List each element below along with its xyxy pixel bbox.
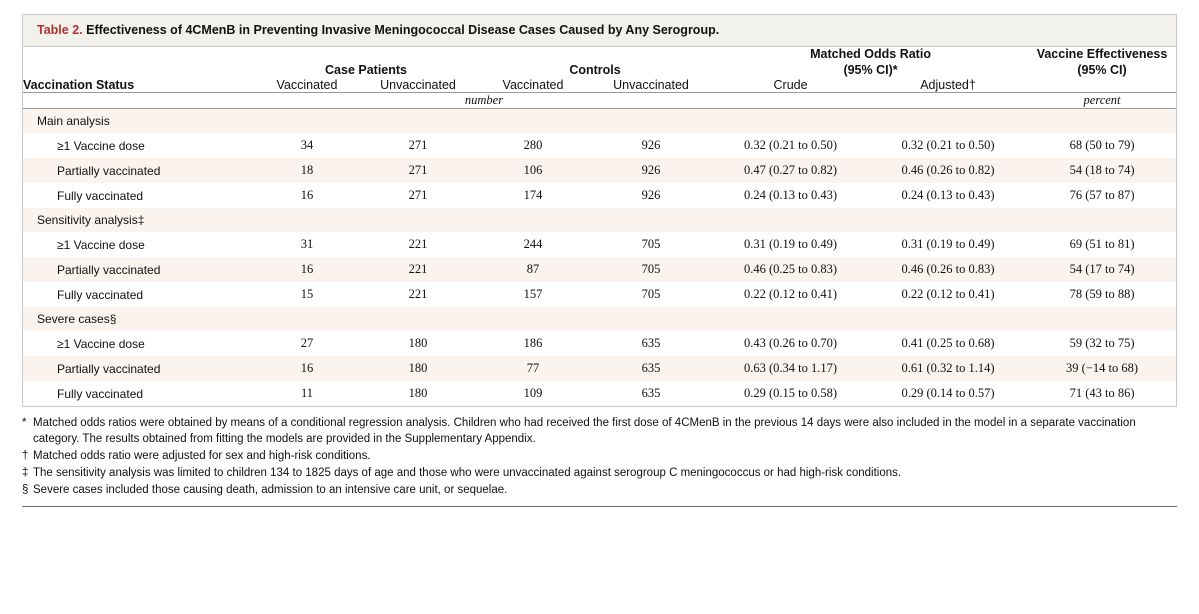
table-cell — [1028, 307, 1176, 331]
table-cell: 0.32 (0.21 to 0.50) — [744, 138, 838, 153]
table-cell: 635 — [589, 356, 713, 381]
table-cell: 18 — [255, 158, 359, 183]
table-cell: 54 (18 to 74) — [1028, 158, 1176, 183]
table-cell: 271 — [359, 158, 477, 183]
header-matched-odds-ratio-line1: Matched Odds Ratio — [810, 47, 931, 61]
table-cell: 15 — [300, 287, 314, 302]
table-cell: 77 — [477, 356, 589, 381]
header-control-unvaccinated: Unvaccinated — [613, 78, 689, 93]
table-cell: 0.46 (0.26 to 0.82) — [868, 158, 1028, 183]
table-cell — [255, 208, 359, 232]
table-cell: 0.32 (0.21 to 0.50) — [901, 138, 995, 153]
header-matched-odds-ratio-line2: (95% CI)* — [843, 62, 898, 77]
table-cell — [477, 208, 589, 232]
table-cell: 78 (59 to 88) — [1069, 287, 1135, 302]
table-row — [23, 158, 1176, 183]
table-section-row — [23, 109, 1176, 134]
units-blank-adjusted — [868, 93, 1028, 109]
footnote-text: Matched odds ratios were obtained by means of a conditional regression analysis. Children who had received the first dose of 4CMenB in the previous 14 days were also included in the model in a separate vaccination category. The results obtained from fitting the models are provided in the Supplementary Appendix. — [33, 417, 1136, 446]
row-label: Fully vaccinated — [57, 288, 144, 303]
footnote-text: Severe cases included those causing death, admission to an intensive care unit, or sequelae. — [33, 483, 508, 496]
footnote-symbol: † — [22, 449, 29, 462]
table-cell: 0.29 (0.14 to 0.57) — [901, 386, 995, 401]
table-row — [23, 232, 1176, 257]
table-cell: 0.41 (0.25 to 0.68) — [901, 336, 995, 351]
table-cell: 69 (51 to 81) — [1069, 237, 1135, 252]
table-cell: 635 — [641, 336, 661, 351]
table-cell: 16 — [255, 257, 359, 282]
table-cell — [477, 109, 589, 134]
table-cell: 0.46 (0.26 to 0.83) — [868, 257, 1028, 282]
table-cell: 54 (17 to 74) — [1028, 257, 1176, 282]
table-cell: 11 — [300, 386, 314, 401]
table-section-row — [23, 307, 1176, 331]
table-cell: 244 — [523, 237, 543, 252]
table-cell: 39 (−14 to 68) — [1028, 356, 1176, 381]
table-row — [23, 133, 1176, 158]
table-cell: 186 — [523, 336, 543, 351]
footnote-symbol: § — [22, 483, 29, 496]
table-cell — [359, 307, 477, 331]
table-cell: 221 — [408, 287, 428, 302]
table-number: Table 2. — [37, 23, 83, 37]
header-case-vaccinated: Vaccinated — [276, 78, 338, 93]
table-cell: 705 — [641, 287, 661, 302]
table-cell: 0.24 (0.13 to 0.43) — [901, 188, 995, 203]
table-cell: 0.29 (0.15 to 0.58) — [744, 386, 838, 401]
table-row — [23, 356, 1176, 381]
header-crude: Crude — [773, 78, 808, 93]
table-cell: 180 — [408, 336, 428, 351]
table-cell: 271 — [408, 138, 428, 153]
row-label: ≥1 Vaccine dose — [57, 139, 145, 154]
header-vaccine-effectiveness-spacer — [1028, 78, 1176, 92]
header-matched-odds-ratio — [713, 47, 1028, 78]
footnote — [22, 483, 1177, 499]
table-cell: 0.47 (0.27 to 0.82) — [713, 158, 868, 183]
header-vaccine-effectiveness-line1: Vaccine Effectiveness — [1036, 47, 1168, 61]
table-cell — [589, 109, 713, 134]
table-cell: 280 — [523, 138, 543, 153]
table-cell: 0.22 (0.12 to 0.41) — [901, 287, 995, 302]
table-cell — [255, 109, 359, 134]
row-label: Severe cases§ — [23, 307, 255, 331]
row-label: Fully vaccinated — [57, 387, 144, 402]
table-row — [23, 257, 1176, 282]
table-cell — [868, 109, 1028, 134]
table-cell: 180 — [408, 386, 428, 401]
row-label: Main analysis — [23, 109, 255, 134]
table-cell — [255, 307, 359, 331]
table-cell: 705 — [589, 257, 713, 282]
row-label: Partially vaccinated — [23, 356, 255, 381]
header-case-patients: Case Patients — [325, 62, 407, 77]
table-row — [23, 381, 1176, 406]
table-footnotes — [22, 416, 1177, 498]
table-cell: 0.31 (0.19 to 0.49) — [744, 237, 838, 252]
table-head — [23, 47, 1176, 109]
table-cell: 221 — [359, 257, 477, 282]
table-cell: 174 — [523, 188, 543, 203]
units-percent: percent — [1083, 93, 1121, 108]
table-cell: 221 — [408, 237, 428, 252]
table-cell — [713, 307, 868, 331]
table-cell: 16 — [255, 356, 359, 381]
table-cell: 109 — [523, 386, 543, 401]
table-cell — [868, 208, 1028, 232]
table-row — [23, 331, 1176, 356]
row-label: Partially vaccinated — [23, 158, 255, 183]
table-cell — [359, 208, 477, 232]
table-cell: 157 — [523, 287, 543, 302]
table-cell: 705 — [641, 237, 661, 252]
table-cell: 31 — [300, 237, 314, 252]
footer-rule — [22, 506, 1177, 507]
table-cell: 635 — [641, 386, 661, 401]
header-vaccine-effectiveness — [1028, 47, 1176, 78]
row-label: Sensitivity analysis‡ — [23, 208, 255, 232]
footnote — [22, 416, 1177, 448]
table-row — [23, 183, 1176, 208]
table-cell: 59 (32 to 75) — [1069, 336, 1135, 351]
table-container — [22, 14, 1177, 407]
table-cell: 0.63 (0.34 to 1.17) — [713, 356, 868, 381]
units-blank-crude — [713, 93, 868, 109]
table-cell: 926 — [641, 138, 661, 153]
table-cell: 180 — [359, 356, 477, 381]
table-cell — [1028, 109, 1176, 134]
table-cell: 68 (50 to 79) — [1069, 138, 1135, 153]
header-control-vaccinated: Vaccinated — [502, 78, 564, 93]
footnote — [22, 466, 1177, 482]
table-cell — [589, 307, 713, 331]
units-number: number — [464, 93, 504, 108]
units-row — [23, 93, 1176, 109]
table-cell: 71 (43 to 86) — [1069, 386, 1135, 401]
table-cell: 34 — [300, 138, 314, 153]
table-section-row — [23, 208, 1176, 232]
header-case-unvaccinated: Unvaccinated — [380, 78, 456, 93]
table-cell — [713, 109, 868, 134]
table-cell: 27 — [300, 336, 314, 351]
row-label: Partially vaccinated — [23, 257, 255, 282]
table-cell — [589, 208, 713, 232]
table-cell: 76 (57 to 87) — [1069, 188, 1135, 203]
units-blank-status — [23, 93, 255, 109]
table-cell: 106 — [477, 158, 589, 183]
row-label: ≥1 Vaccine dose — [57, 337, 145, 352]
row-label: Fully vaccinated — [57, 189, 144, 204]
table-row — [23, 282, 1176, 307]
header-vaccination-status: Vaccination Status — [23, 78, 135, 93]
header-vaccine-effectiveness-line2: (95% CI) — [1077, 62, 1127, 77]
table-cell: 0.31 (0.19 to 0.49) — [901, 237, 995, 252]
table-cell: 0.24 (0.13 to 0.43) — [744, 188, 838, 203]
table-cell — [713, 208, 868, 232]
table-cell — [359, 109, 477, 134]
table-cell: 0.43 (0.26 to 0.70) — [744, 336, 838, 351]
table-cell: 0.22 (0.12 to 0.41) — [744, 287, 838, 302]
footnote-symbol: ‡ — [22, 466, 29, 479]
table-cell — [868, 307, 1028, 331]
table-cell — [1028, 208, 1176, 232]
results-table — [23, 47, 1176, 406]
table-cell: 87 — [477, 257, 589, 282]
table-cell: 16 — [300, 188, 314, 203]
header-controls: Controls — [569, 62, 621, 77]
footnote-symbol: * — [22, 417, 27, 430]
header-adjusted: Adjusted† — [920, 78, 976, 93]
footnote — [22, 449, 1177, 465]
table-cell: 271 — [408, 188, 428, 203]
footnote-text: The sensitivity analysis was limited to children 134 to 1825 days of age and those who were unvaccinated against serogroup C meningococcus or had high-risk conditions. — [33, 466, 902, 479]
table-cell — [477, 307, 589, 331]
header-group-row — [23, 47, 1176, 78]
footnote-text: Matched odds ratio were adjusted for sex and high-risk conditions. — [33, 449, 371, 462]
table-cell: 926 — [589, 158, 713, 183]
table-body — [23, 109, 1176, 407]
table-cell: 0.46 (0.25 to 0.83) — [713, 257, 868, 282]
table-caption — [23, 15, 1176, 47]
table-title: Effectiveness of 4CMenB in Preventing Invasive Meningococcal Disease Cases Caused by Any Serogroup. — [86, 23, 720, 37]
table-cell: 926 — [641, 188, 661, 203]
table-cell: 0.61 (0.32 to 1.14) — [868, 356, 1028, 381]
row-label: ≥1 Vaccine dose — [57, 238, 145, 253]
